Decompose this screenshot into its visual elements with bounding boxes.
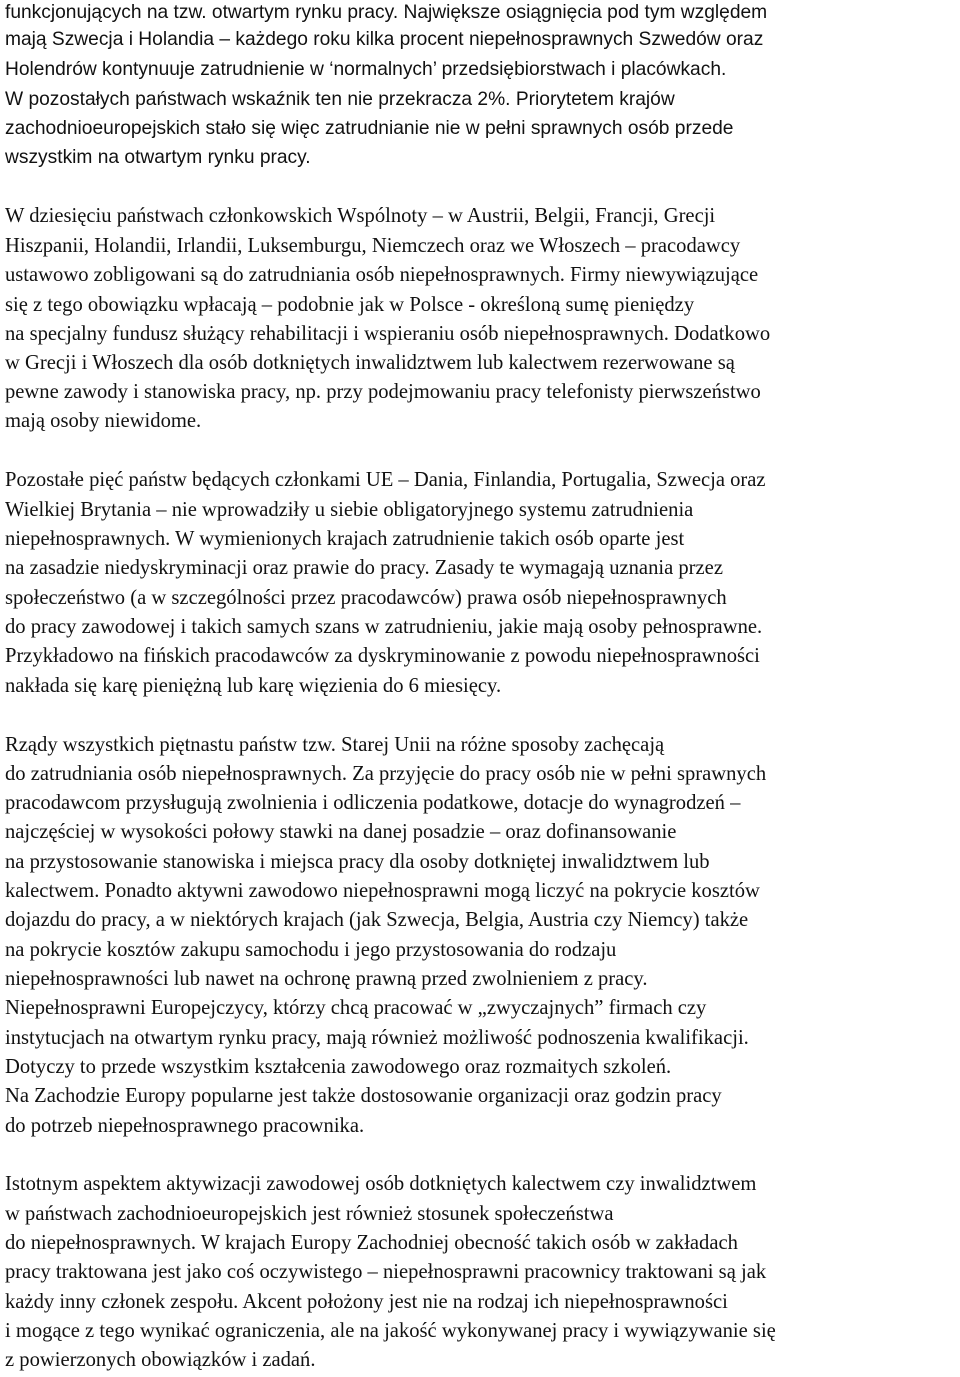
text-line: dojazdu do pracy, a w niektórych krajach (jak Szwecja, Belgia, Austria czy Niemcy) także: [5, 909, 749, 931]
text-line: Przykładowo na fińskich pracodawców za dyskryminowanie z powodu niepełnosprawności: [5, 645, 760, 667]
text-line: funkcjonujących na tzw. otwartym rynku pracy. Największe osiągnięcia pod tym względem: [5, 2, 768, 23]
text-line: Na Zachodzie Europy popularne jest także dostosowanie organizacji oraz godzin pracy: [5, 1085, 722, 1107]
text-line: Dotyczy to przede wszystkim kształcenia zawodowego oraz rozmaitych szkoleń.: [5, 1056, 672, 1078]
text-line: ustawowo zobligowani są do zatrudniania osób niepełnosprawnych. Firmy niewywiązujące: [5, 264, 759, 286]
text-line: niepełnosprawnych. W wymienionych krajach zatrudnienie takich osób oparte jest: [5, 528, 685, 550]
text-line: wszystkim na otwartym rynku pracy.: [5, 147, 311, 168]
text-line: w Grecji i Włoszech dla osób dotkniętych inwalidztwem lub kalectwem rezerwowane są: [5, 352, 735, 374]
text-line: mają Szwecja i Holandia – każdego roku kilka procent niepełnosprawnych Szwedów oraz: [5, 29, 764, 50]
text-line: instytucjach na otwartym rynku pracy, mają również możliwość podnoszenia kwalifikacji.: [5, 1027, 749, 1049]
text-line: w państwach zachodnioeuropejskich jest również stosunek społeczeństwa: [5, 1203, 614, 1225]
text-line: na przystosowanie stanowiska i miejsca pracy dla osoby dotkniętej inwalidztwem lub: [5, 851, 710, 873]
text-line: na zasadzie niedyskryminacji oraz prawie do pracy. Zasady te wymagają uznania przez: [5, 557, 723, 579]
text-line: Hiszpanii, Holandii, Irlandii, Luksemburgu, Niemczech oraz we Włoszech – pracodawcy: [5, 235, 741, 257]
text-line: Niepełnosprawni Europejczycy, którzy chcą pracować w „zwyczajnych” firmach czy: [5, 997, 707, 1019]
text-line: Pozostałe pięć państw będących członkami UE – Dania, Finlandia, Portugalia, Szwecja oraz: [5, 469, 766, 491]
text-line: zachodnioeuropejskich stało się więc zatrudnianie nie w pełni sprawnych osób przede: [5, 118, 734, 139]
text-line: W pozostałych państwach wskaźnik ten nie przekracza 2%. Priorytetem krajów: [5, 89, 675, 110]
text-line: kalectwem. Ponadto aktywni zawodowo niepełnosprawni mogą liczyć na pokrycie kosztów: [5, 880, 760, 902]
text-line: pewne zawody i stanowiska pracy, np. przy podejmowaniu pracy telefonisty pierwszeństwo: [5, 381, 761, 403]
text-line: Rządy wszystkich piętnastu państw tzw. Starej Unii na różne sposoby zachęcają: [5, 734, 665, 756]
text-line: mają osoby niewidome.: [5, 410, 202, 432]
text-line: pracy traktowana jest jako coś oczywistego – niepełnosprawni pracownicy traktowani są jak: [5, 1261, 767, 1283]
text-line: i mogące z tego wynikać ograniczenia, ale na jakość wykonywanej pracy i wywiązywanie się: [5, 1320, 776, 1342]
text-line: do niepełnosprawnych. W krajach Europy Zachodniej obecność takich osób w zakładach: [5, 1232, 738, 1254]
text-line: niepełnosprawności lub nawet na ochronę prawną przed zwolnieniem z pracy.: [5, 968, 648, 990]
text-line: z powierzonych obowiązków i zadań.: [5, 1349, 316, 1371]
text-line: nakłada się karę pieniężną lub karę więzienia do 6 miesięcy.: [5, 675, 502, 697]
text-line: się z tego obowiązku wpłacają – podobnie jak w Polsce - określoną sumę pieniędzy: [5, 294, 695, 316]
text-line: Holendrów kontynuuje zatrudnienie w ‘normalnych’ przedsiębiorstwach i placówkach.: [5, 59, 727, 80]
text-line: najczęściej w wysokości połowy stawki na danej posadzie – oraz dofinansowanie: [5, 821, 677, 843]
text-line: Wielkiej Brytania – nie wprowadziły u siebie obligatoryjnego systemu zatrudnienia: [5, 499, 694, 521]
text-line: do potrzeb niepełnosprawnego pracownika.: [5, 1115, 365, 1137]
text-line: do zatrudniania osób niepełnosprawnych. Za przyjęcie do pracy osób nie w pełni sprawnych: [5, 763, 767, 785]
text-line: każdy inny członek zespołu. Akcent położony jest nie na rodzaj ich niepełnosprawności: [5, 1291, 728, 1313]
text-line: pracodawcom przysługują zwolnienia i odliczenia podatkowe, dotacje do wynagrodzeń –: [5, 792, 741, 814]
text-line: do pracy zawodowej i takich samych szans w zatrudnieniu, jakie mają osoby pełnosprawne.: [5, 616, 763, 638]
text-line: społeczeństwo (a w szczególności przez pracodawców) prawa osób niepełnosprawnych: [5, 587, 727, 609]
text-line: W dziesięciu państwach członkowskich Wspólnoty – w Austrii, Belgii, Francji, Grecji: [5, 205, 716, 227]
text-line: Istotnym aspektem aktywizacji zawodowej osób dotkniętych kalectwem czy inwalidztwem: [5, 1173, 757, 1195]
text-line: na specjalny fundusz służący rehabilitacji i wspieraniu osób niepełnosprawnych. Dodatkowo: [5, 323, 771, 345]
text-line: na pokrycie kosztów zakupu samochodu i jego przystosowania do rodzaju: [5, 939, 617, 961]
